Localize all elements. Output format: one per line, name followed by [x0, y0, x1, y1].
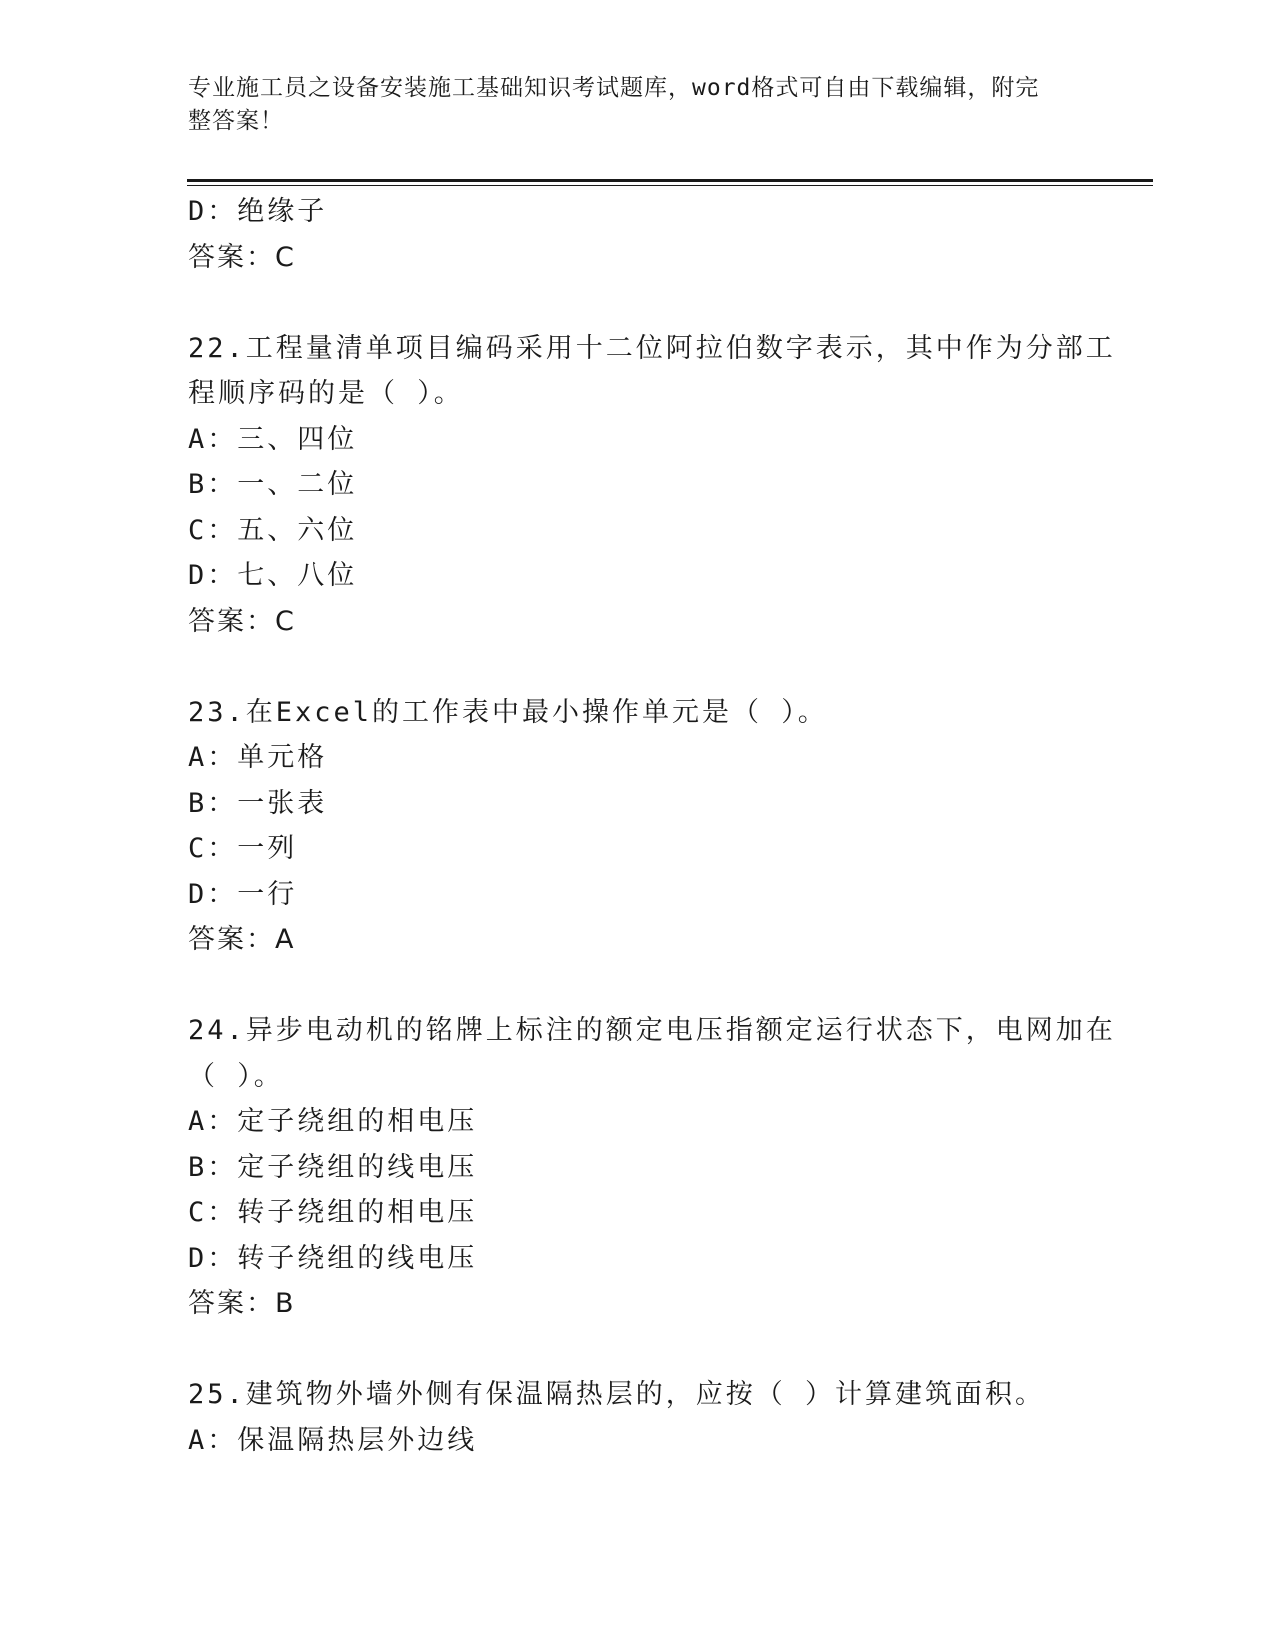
option-c: C：转子绕组的相电压 [188, 1197, 478, 1228]
question-stem: 25.建筑物外墙外侧有保温隔热层的，应按（ ）计算建筑面积。 [188, 1379, 1046, 1410]
option-a: A：保温隔热层外边线 [188, 1424, 478, 1456]
answer: 答案：C [188, 605, 296, 637]
option-d: D：转子绕组的线电压 [188, 1242, 478, 1274]
option-d: D：七、八位 [188, 560, 358, 591]
option-b: B：定子绕组的线电压 [188, 1151, 478, 1183]
header-rule-thin [187, 185, 1153, 186]
question-22 [188, 326, 1116, 645]
spacer [188, 1327, 1088, 1373]
question-list [188, 189, 1116, 1463]
question-stem: 程顺序码的是（ ）。 [188, 378, 464, 409]
option-b: B：一张表 [188, 787, 328, 819]
option-a: A：单元格 [188, 742, 328, 773]
prev-option-d: D：绝缘子 [188, 196, 328, 227]
option-c: C：一列 [188, 833, 298, 864]
question-23 [188, 690, 1088, 963]
answer: 答案：B [188, 1288, 296, 1319]
question-stem: 22.工程量清单项目编码采用十二位阿拉伯数字表示，其中作为分部工 [188, 332, 1116, 364]
question-stem: 24.异步电动机的铭牌上标注的额定电压指额定运行状态下，电网加在 [188, 1015, 1116, 1046]
question-25 [188, 1372, 1088, 1463]
header-line-2: 整答案！ [188, 108, 284, 134]
spacer [188, 280, 1088, 326]
answer: 答案：A [188, 924, 296, 955]
option-d: D：一行 [188, 878, 298, 910]
question-stem: （ ）。 [188, 1060, 284, 1092]
option-b: B：一、二位 [188, 469, 358, 500]
option-a: A：三、四位 [188, 423, 358, 455]
spacer [188, 963, 1088, 1009]
document-header [188, 72, 1088, 138]
option-a: A：定子绕组的相电压 [188, 1106, 478, 1137]
question-stem: 23.在Excel的工作表中最小操作单元是（ ）。 [188, 696, 828, 728]
question-24 [188, 1008, 1116, 1327]
option-c: C：五、六位 [188, 514, 358, 546]
header-line-1: 专业施工员之设备安装施工基础知识考试题库，word格式可自由下载编辑，附完 [188, 75, 1040, 101]
spacer [188, 644, 1088, 690]
prev-answer: 答案：C [188, 241, 296, 273]
header-rule-thick [187, 179, 1153, 182]
